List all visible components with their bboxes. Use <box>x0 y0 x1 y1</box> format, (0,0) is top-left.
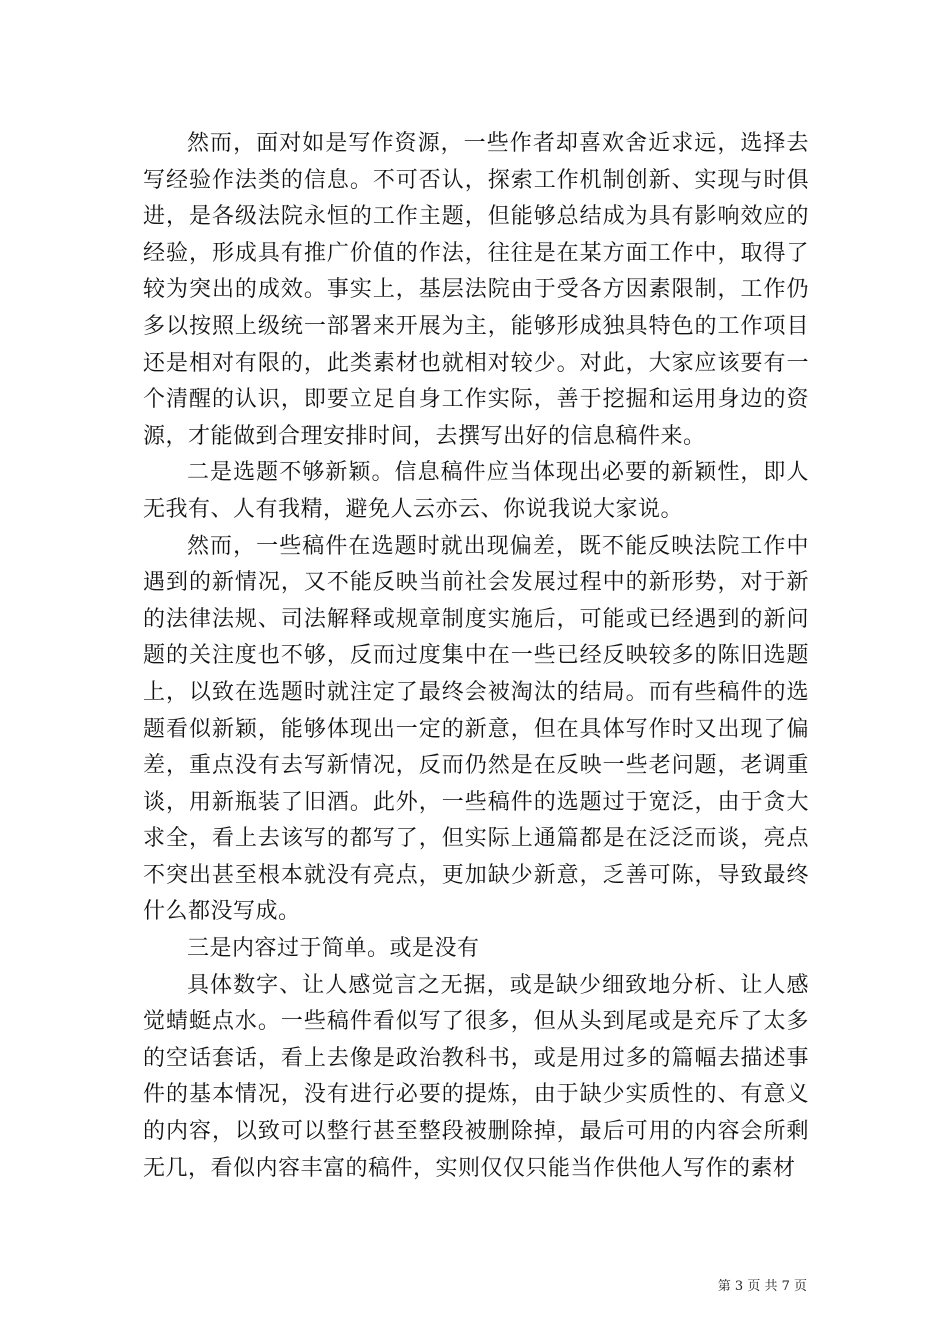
document-body <box>143 126 809 1187</box>
paragraph-4: 三是内容过于简单。或是没有 <box>187 936 480 962</box>
page-footer <box>718 1275 807 1294</box>
page-number-label: 第 3 页 共 7 页 <box>717 1279 807 1294</box>
paragraph-5: 具体数字、让人感觉言之无据，或是缺少细致地分析、让人感觉蜻蜓点水。一些稿件看似写了很多，但从头到尾或是充斥了太多的空话套话，看上去像是政治教科书，或是用过多的篇幅去描述事件的基本情况，没有进行必要的提炼，由于缺少实质性的、有意义的内容，以致可以整行甚至整段被删除掉，最后可用的内容会所剩无几，看似内容丰富的稿件，实则仅仅只能当作供他人写作的素材 <box>143 972 809 1181</box>
paragraph-3: 然而，一些稿件在选题时就出现偏差，既不能反映法院工作中遇到的新情况，又不能反映当前社会发展过程中的新形势，对于新的法律法规、司法解释或规章制度实施后，可能或已经遇到的新问题的关注度也不够，反而过度集中在一些已经反映较多的陈旧选题上，以致在选题时就注定了最终会被淘汰的结局。而有些稿件的选题看似新颖，能够体现出一定的新意，但在具体写作时又出现了偏差，重点没有去写新情况，反而仍然是在反映一些老问题，老调重谈，用新瓶装了旧酒。此外，一些稿件的选题过于宽泛，由于贪大求全，看上去该写的都写了，但实际上通篇都是在泛泛而谈，亮点不突出甚至根本就没有亮点，更加缺少新意，乏善可陈，导致最终什么都没写成。 <box>143 533 809 925</box>
paragraph-1: 然而，面对如是写作资源，一些作者却喜欢舍近求远，选择去写经验作法类的信息。不可否认，探索工作机制创新、实现与时俱进，是各级法院永恒的工作主题，但能够总结成为具有影响效应的经验，形成具有推广价值的作法，往往是在某方面工作中，取得了较为突出的成效。事实上，基层法院由于受各方因素限制，工作仍多以按照上级统一部署来开展为主，能够形成独具特色的工作项目还是相对有限的，此类素材也就相对较少。对此，大家应该要有一个清醒的认识，即要立足自身工作实际，善于挖掘和运用身边的资源，才能做到合理安排时间，去撰写出好的信息稿件来。 <box>143 131 809 449</box>
paragraph-2: 二是选题不够新颖。信息稿件应当体现出必要的新颖性，即人无我有、人有我精，避免人云亦云、你说我说大家说。 <box>143 460 809 522</box>
